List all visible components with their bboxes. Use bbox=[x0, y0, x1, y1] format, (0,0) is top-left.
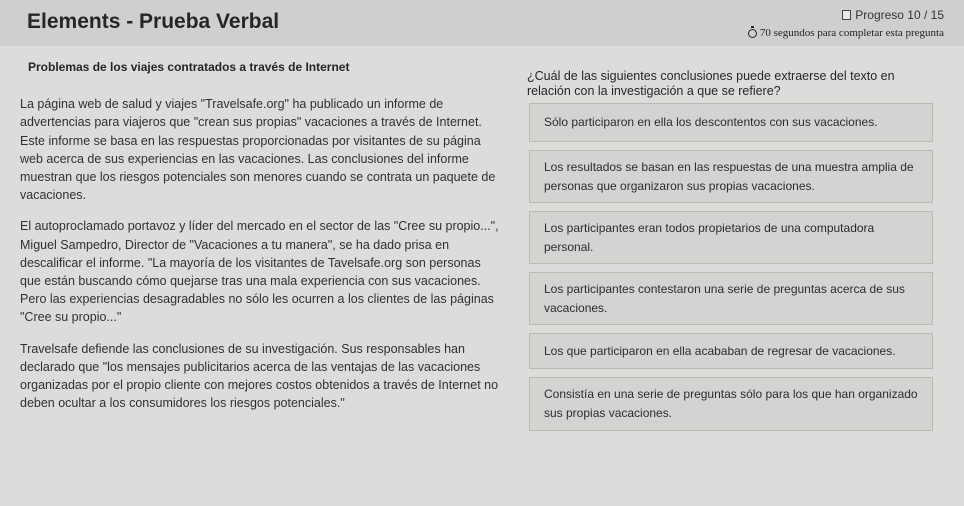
progress-indicator bbox=[842, 8, 944, 22]
answer-option-1[interactable] bbox=[529, 103, 933, 142]
answer-options bbox=[529, 103, 933, 431]
passage-paragraph: El autoproclamado portavoz y líder del mercado en el sector de las "Cree su propio...", Miguel Sampedro, Director de "Vacaciones a tu manera", se ha dado prisa en descalificar el informe. "La mayoría de los visitantes de Tavelsafe.org son personas que están buscando cómo quejarse tras una mala experiencia con sus vacaciones. Pero las experiencias desagradables no sólo les ocurren a los clientes de las páginas "Cree su propio..." bbox=[20, 219, 499, 325]
answer-option-label: Los resultados se basan en las respuestas de una muestra amplia de personas que organizaron sus propias vacaciones. bbox=[544, 159, 914, 193]
passage-paragraph: La página web de salud y viajes "Travelsafe.org" ha publicado un informe de advertencias para viajeros que "crean sus propias" vacaciones a través de Internet. Este informe se basa en las respuestas proporcionadas por visitantes de su página web acerca de sus experiencias en las vacaciones. Las conclusiones del informe muestran que los riesgos potenciales son menores cuando se contrata un paquete de vacaciones. bbox=[20, 97, 496, 203]
timer-text: 70 segundos para completar esta pregunta bbox=[759, 27, 944, 39]
reading-passage bbox=[20, 58, 500, 425]
answer-option-4[interactable] bbox=[529, 272, 933, 325]
answer-option-6[interactable] bbox=[529, 377, 933, 431]
answer-option-label: Los participantes eran todos propietarios de una computadora personal. bbox=[544, 220, 875, 254]
header-bar bbox=[0, 0, 964, 46]
answer-option-5[interactable] bbox=[529, 333, 933, 369]
answer-option-2[interactable] bbox=[529, 150, 933, 203]
stopwatch-icon bbox=[748, 29, 757, 38]
answer-option-label: Los que participaron en ella acababan de regresar de vacaciones. bbox=[544, 343, 896, 358]
passage-paragraph: Travelsafe defiende las conclusiones de su investigación. Sus responsables han declarado que "los mensajes publicitarios acerca de las ventajas de las vacaciones organizadas por el propio cliente con mejores costos obtenidos a través de Internet no deben ocultar a los consumidores los riesgos potenciales." bbox=[20, 341, 499, 411]
progress-text: Progreso 10 / 15 bbox=[855, 8, 944, 22]
answer-option-label: Sólo participaron en ella los descontentos con sus vacaciones. bbox=[544, 115, 878, 129]
progress-icon bbox=[842, 10, 851, 20]
passage-title: Problemas de los viajes contratados a través de Internet bbox=[28, 60, 350, 74]
answer-option-label: Los participantes contestaron una serie de preguntas acerca de sus vacaciones. bbox=[544, 281, 905, 315]
timer-indicator bbox=[748, 27, 944, 39]
question-text: ¿Cuál de las siguientes conclusiones puede extraerse del texto en relación con la investigación a que se refiere? bbox=[527, 69, 895, 98]
page-title: Elements - Prueba Verbal bbox=[27, 10, 280, 33]
answer-option-label: Consistía en una serie de preguntas sólo para los que han organizado sus propias vacaciones. bbox=[544, 387, 918, 420]
answer-option-3[interactable] bbox=[529, 211, 933, 264]
